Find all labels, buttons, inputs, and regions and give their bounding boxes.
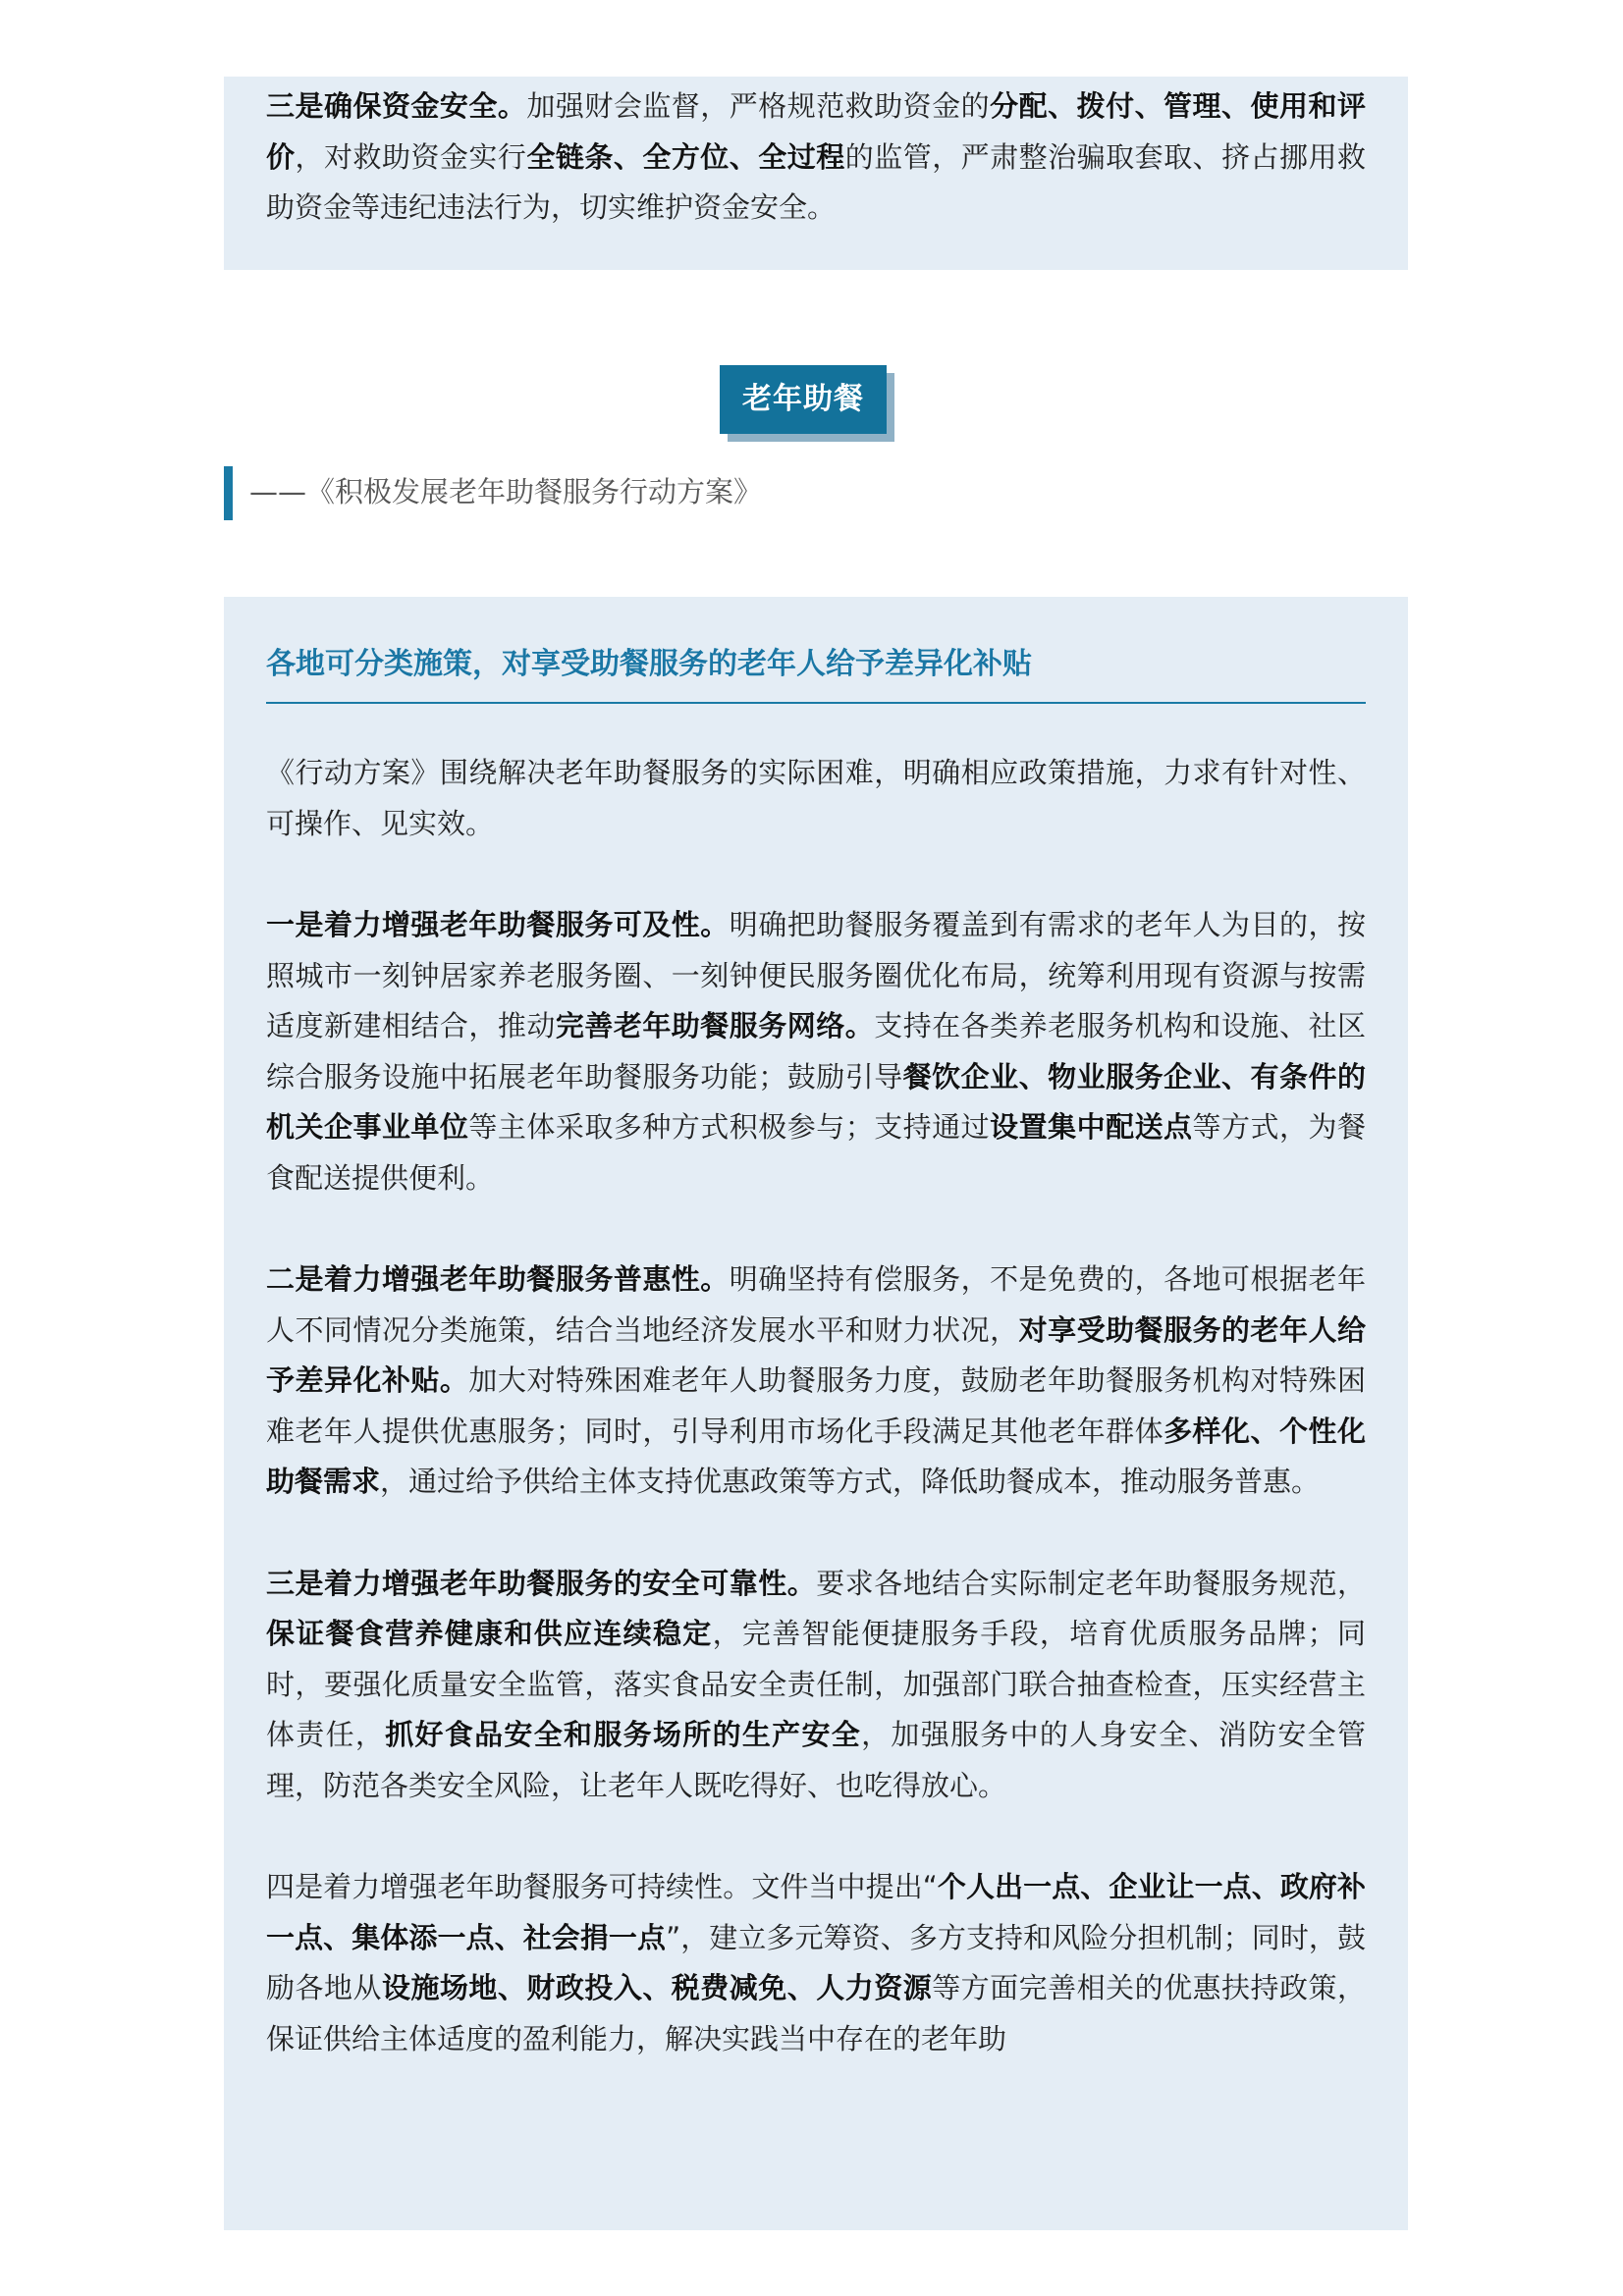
source-accent-bar (224, 466, 233, 520)
section-badge (720, 365, 896, 444)
section-title: 老年助餐 (720, 365, 887, 434)
previous-section-box (224, 77, 1408, 270)
accessibility-paragraph: 一是着力增强老年助餐服务可及性。明确把助餐服务覆盖到有需求的老年人为目的，按照城市一刻钟居家养老服务圈、一刻钟便民服务圈优化布局，统筹利用现有资源与按需适度新建相结合，推动完善老年助餐服务网络。支持在各类养老服务机构和设施、社区综合服务设施中拓展老年助餐服务功能；鼓励引导餐饮企业、物业服务企业、有条件的机关企事业单位等主体采取多种方式积极参与；支持通过设置集中配送点等方式，为餐食配送提供便利。 (266, 908, 1366, 1195)
content-heading: 各地可分类施策，对享受助餐服务的老年人给予差异化补贴 (266, 643, 1366, 704)
fund-safety-paragraph: 三是确保资金安全。加强财会监督，严格规范救助资金的分配、拨付、管理、使用和评价，对救助资金实行全链条、全方位、全过程的监管，严肃整治骗取套取、挤占挪用救助资金等违纪违法行为，切实维护资金安全。 (266, 89, 1366, 224)
intro-paragraph: 《行动方案》围绕解决老年助餐服务的实际困难，明确相应政策措施，力求有针对性、可操作、见实效。 (266, 756, 1366, 840)
sustainability-paragraph: 四是着力增强老年助餐服务可持续性。文件当中提出“个人出一点、企业让一点、政府补一点、集体添一点、社会捐一点”，建立多元筹资、多方支持和风险分担机制；同时，鼓励各地从设施场地、财政投入、税费减免、人力资源等方面完善相关的优惠扶持政策，保证供给主体适度的盈利能力，解决实践当中存在的老年助 (266, 1870, 1366, 2056)
safety-reliability-paragraph: 三是着力增强老年助餐服务的安全可靠性。要求各地结合实际制定老年助餐服务规范，保证餐食营养健康和供应连续稳定，完善智能便捷服务手段，培育优质服务品牌；同时，要强化质量安全监管，落实食品安全责任制，加强部门联合抽查检查，压实经营主体责任，抓好食品安全和服务场所的生产安全，加强服务中的人身安全、消防安全管理，防范各类安全风险，让老年人既吃得好、也吃得放心。 (266, 1566, 1366, 1802)
inclusiveness-paragraph: 二是着力增强老年助餐服务普惠性。明确坚持有偿服务，不是免费的，各地可根据老年人不同情况分类施策，结合当地经济发展水平和财力状况，对享受助餐服务的老年人给予差异化补贴。加大对特殊困难老年人助餐服务力度，鼓励老年助餐服务机构对特殊困难老年人提供优惠服务；同时，引导利用市场化手段满足其他老年群体多样化、个性化助餐需求，通过给予供给主体支持优惠政策等方式，降低助餐成本，推动服务普惠。 (266, 1262, 1366, 1498)
main-content-box (224, 597, 1408, 2230)
source-document-title: ——《积极发展老年助餐服务行动方案》 (249, 475, 763, 508)
